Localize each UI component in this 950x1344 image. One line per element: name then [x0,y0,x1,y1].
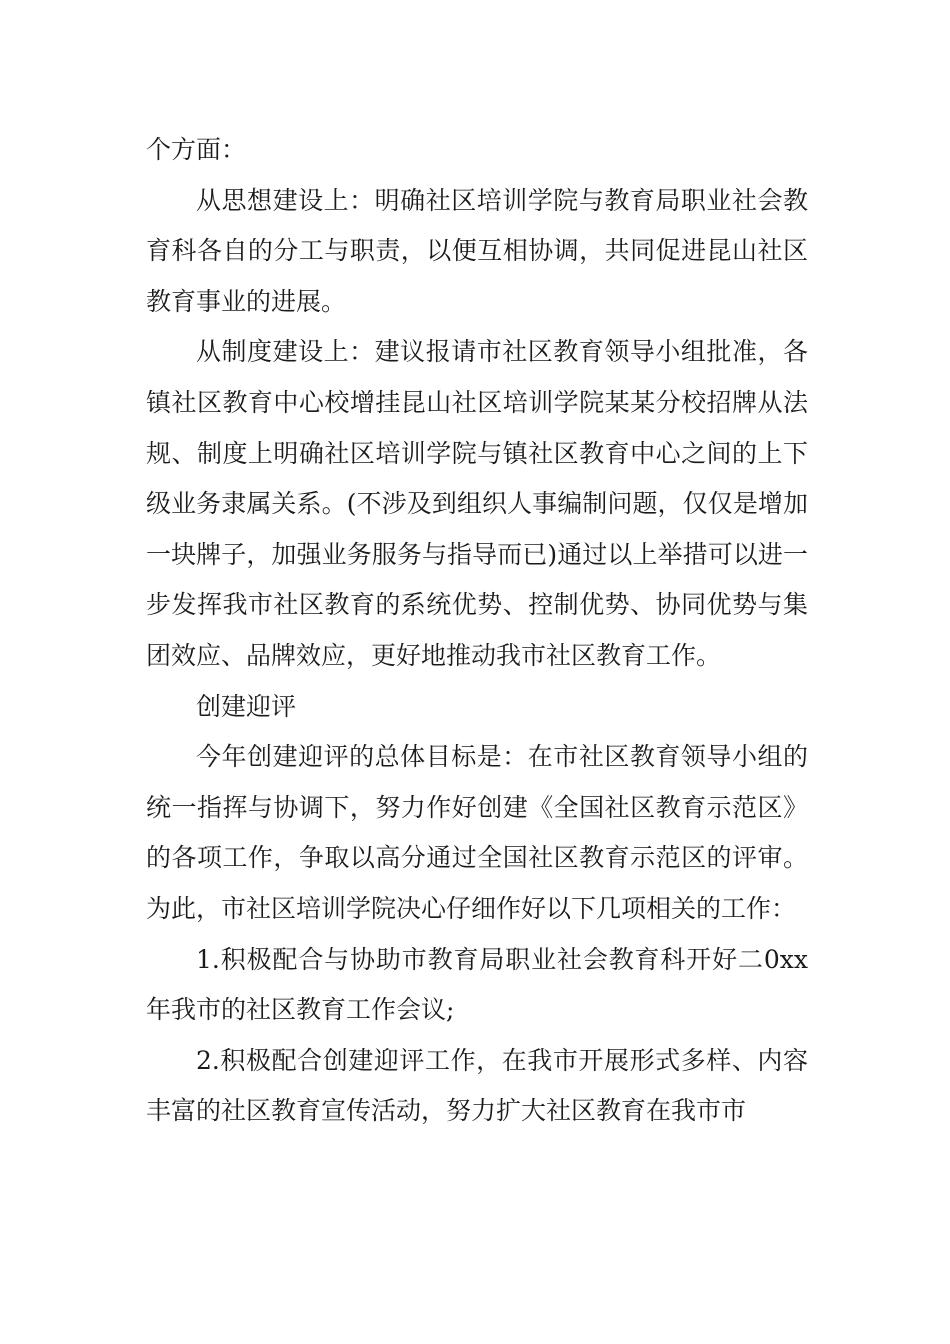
document-body [146,125,808,1137]
list-item-2: 2.积极配合创建迎评工作，在我市开展形式多样、内容丰富的社区教育宣传活动，努力扩大社区教育在我市市 [146,1045,808,1126]
section-heading-creation-evaluation: 创建迎评 [196,691,297,721]
paragraph-ideological-construction: 从思想建设上：明确社区培训学院与教育局职业社会教育科各自的分工与职责，以便互相协调，共同促进昆山社区教育事业的进展。 [146,185,808,316]
paragraph-continuation: 个方面： [146,135,247,164]
paragraph-overall-goal: 今年创建迎评的总体目标是：在市社区教育领导小组的统一指挥与协调下，努力作好创建《全国社区教育示范区》的各项工作，争取以高分通过全国社区教育示范区的评审。为此，市社区培训学院决心仔细作好以下几项相关的工作： [146,742,808,923]
paragraph-system-construction: 从制度建设上：建议报请市社区教育领导小组批准，各镇社区教育中心校增挂昆山社区培训学院某某分校招牌从法规、制度上明确社区培训学院与镇社区教育中心之间的上下级业务隶属关系。(不涉及到组织人事编制问题，仅仅是增加一块牌子，加强业务服务与指导而已)通过以上举措可以进一步发挥我市社区教育的系统优势、控制优势、协同优势与集团效应、品牌效应，更好地推动我市社区教育工作。 [146,337,808,670]
list-item-1: 1.积极配合与协助市教育局职业社会教育科开好二0xx年我市的社区教育工作会议; [146,944,808,1025]
